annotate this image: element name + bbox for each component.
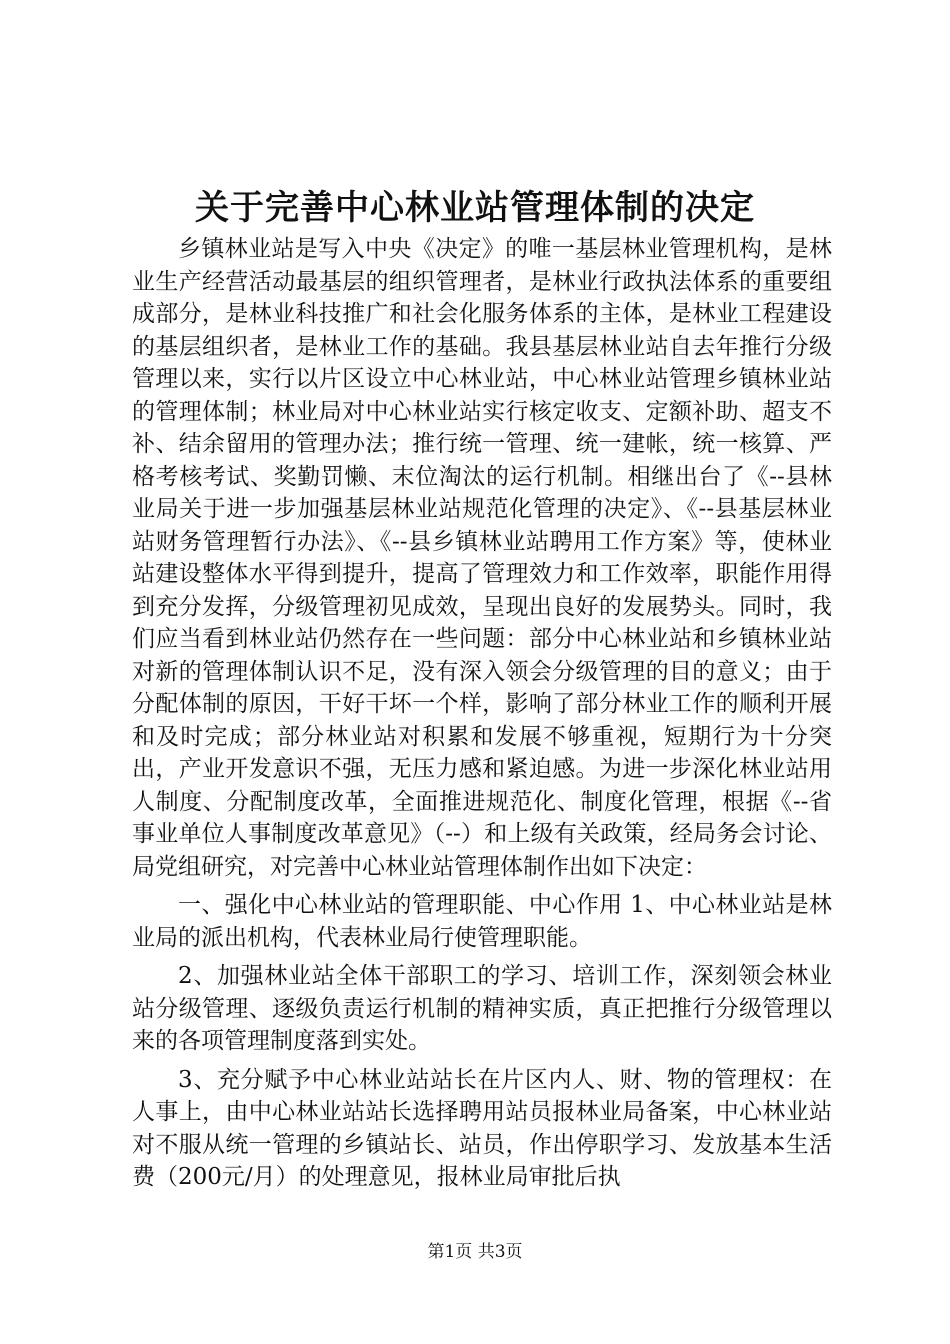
page-indicator: 第1页 共3页 (427, 1242, 523, 1262)
paragraph: 一、强化中心林业站的管理职能、中心作用 1、中心林业站是林业局的派出机构，代表林业局行使管理职能。 (132, 892, 832, 951)
document-body (132, 233, 832, 1194)
document-title: 关于完善中心林业站管理体制的决定 (195, 188, 755, 228)
paragraph: 乡镇林业站是写入中央《决定》的唯一基层林业管理机构，是林业生产经营活动最基层的组织管理者，是林业行政执法体系的重要组成部分，是林业科技推广和社会化服务体系的主体，是林业工程建设的基层组织者，是林业工作的基础。我县基层林业站自去年推行分级管理以来，实行以片区设立中心林业站，中心林业站管理乡镇林业站的管理体制；林业局对中心林业站实行核定收支、定额补助、超支不补、结余留用的管理办法；推行统一管理、统一建帐，统一核算、严格考核考试、奖勤罚懒、末位淘汰的运行机制。相继出台了《--县林业局关于进一步加强基层林业站规范化管理的决定》、《--县基层林业站财务管理暂行办法》、《--县乡镇林业站聘用工作方案》等，使林业站建设整体水平得到提升，提高了管理效力和工作效率，职能作用得到充分发挥，分级管理初见成效，呈现出良好的发展势头。同时，我们应当看到林业站仍然存在一些问题：部分中心林业站和乡镇林业站对新的管理体制认识不足，没有深入领会分级管理的目的意义；由于分配体制的原因，干好干坏一个样，影响了部分林业工作的顺利开展和及时完成；部分林业站对积累和发展不够重视，短期行为十分突出，产业开发意识不强，无压力感和紧迫感。为进一步深化林业站用人制度、分配制度改革，全面推进规范化、制度化管理，根据《--省事业单位人事制度改革意见》（--）和上级有关政策，经局务会讨论、局党组研究，对完善中心林业站管理体制作出如下决定： (132, 236, 832, 880)
paragraph: 2、加强林业站全体干部职工的学习、培训工作，深刻领会林业站分级管理、逐级负责运行机制的精神实质，真正把推行分级管理以来的各项管理制度落到实处。 (132, 963, 832, 1054)
paragraph: 3、充分赋予中心林业站站长在片区内人、财、物的管理权：在人事上，由中心林业站站长选择聘用站员报林业局备案，中心林业站对不服从统一管理的乡镇站长、站员，作出停职学习、发放基本生活费（200元/月）的处理意见，报林业局审批后执 (132, 1066, 832, 1190)
